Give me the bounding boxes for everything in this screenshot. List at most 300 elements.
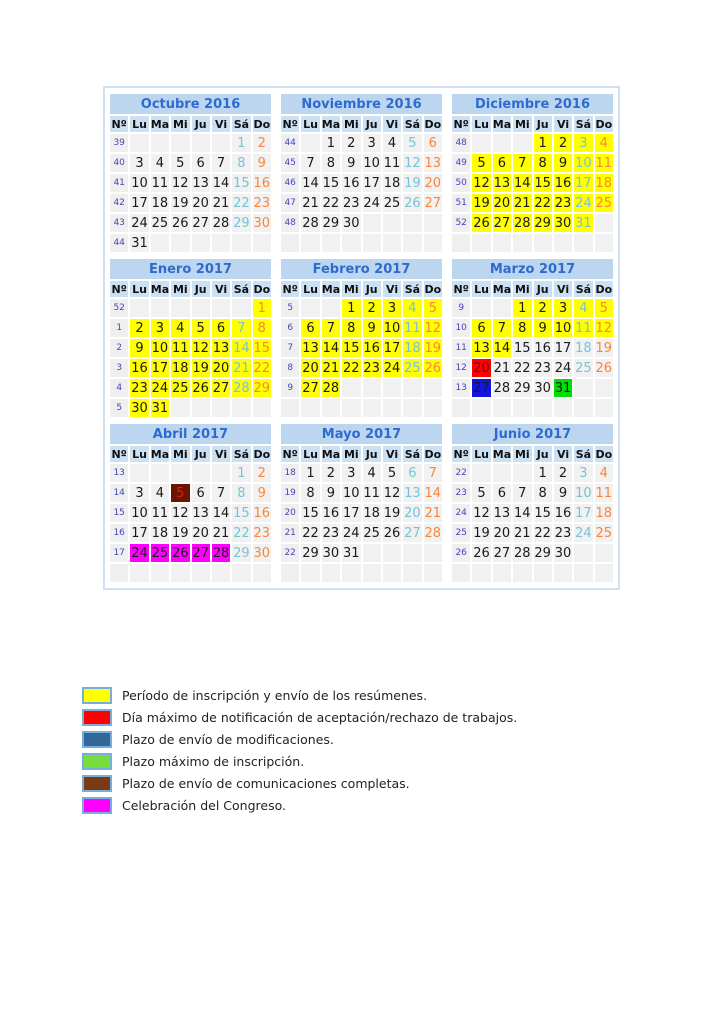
day-cell [192,564,210,582]
week-number: 43 [110,214,128,232]
day-header-ju: Ju [363,446,381,462]
day-header-lu: Lu [132,282,147,296]
week-number: 5 [110,399,128,417]
week-number: 21 [281,524,299,542]
day-cell: 6 [301,319,319,337]
day-cell: 9 [253,484,271,502]
day-cell: 2 [130,319,148,337]
day-cell: 19 [192,360,209,376]
day-header-do: Do [424,282,442,296]
day-cell: 21 [424,505,442,521]
day-cell: 15 [534,505,551,521]
day-cell: 14 [514,175,531,191]
week-number: 41 [110,174,128,192]
day-cell [472,564,490,582]
day-cell [574,379,592,397]
month-febrero-2017 [279,257,444,419]
day-cell [301,134,319,152]
day-cell: 14 [233,340,250,356]
day-cell: 18 [172,360,189,376]
day-cell: 24 [151,380,169,396]
day-cell: 22 [233,525,250,541]
day-cell: 24 [575,195,592,211]
day-cell: 12 [473,175,490,191]
legend-item [82,687,517,704]
day-cell [322,399,340,417]
day-cell: 12 [404,155,421,171]
day-cell: 6 [192,484,210,502]
legend-item [82,731,517,748]
day-cell: 4 [363,464,381,482]
day-cell: 28 [322,380,340,396]
week-number: 4 [110,379,128,397]
day-cell: 22 [322,195,340,211]
day-cell [301,399,319,417]
day-cell: 3 [554,299,572,317]
month-title: Febrero 2017 [281,259,442,279]
day-cell: 7 [232,319,250,337]
week-number: 44 [281,134,299,152]
day-cell: 8 [513,319,531,337]
day-cell: 2 [253,464,271,482]
day-cell [472,299,490,317]
day-cell: 19 [172,195,189,211]
day-cell [595,544,613,562]
day-cell: 23 [363,360,380,376]
day-cell: 6 [192,154,210,172]
legend-label: Plazo de envío de modificaciones. [122,732,334,747]
day-cell: 14 [302,175,319,191]
day-cell: 22 [302,525,319,541]
day-cell: 20 [192,195,209,211]
week-number: 47 [281,194,299,212]
day-cell: 13 [473,340,490,356]
day-cell: 4 [171,319,189,337]
day-cell [403,564,421,582]
day-header-vi: Vi [383,281,401,297]
day-cell: 20 [212,360,230,376]
day-cell: 4 [151,484,169,502]
day-cell [192,399,210,417]
day-header-ma: Ma [492,447,512,461]
day-cell: 10 [554,320,572,336]
day-cell: 30 [253,215,271,231]
legend-label: Período de inscripción y envío de los resúmenes. [122,688,428,703]
day-cell [493,399,511,417]
day-cell [493,564,511,582]
day-header-vi: Vi [554,281,572,297]
day-cell [301,564,319,582]
day-cell: 16 [131,360,148,376]
day-cell [192,299,210,317]
week-number: 1 [110,319,128,337]
day-cell: 10 [131,505,148,521]
day-cell [363,399,381,417]
day-cell: 29 [302,545,319,561]
day-header-ju: Ju [534,281,552,297]
day-cell: 1 [322,134,340,152]
day-cell: 30 [534,380,551,396]
month-diciembre-2016 [450,92,615,254]
day-cell: 5 [383,464,401,482]
day-cell: 22 [233,195,250,211]
day-cell: 10 [343,485,360,501]
day-header-sa: Sá [404,447,421,461]
day-cell: 4 [383,134,401,152]
day-cell: 29 [233,545,250,561]
legend [82,687,517,819]
day-cell: 25 [595,195,613,211]
day-header-week-col: Nº [111,282,127,296]
day-cell: 17 [131,195,148,211]
day-cell [212,234,230,252]
day-cell: 30 [322,545,340,561]
day-header-mi: Mi [172,117,188,131]
day-cell: 12 [595,320,613,336]
week-number: 17 [110,544,128,562]
day-header-lu: Lu [303,282,318,296]
day-cell [212,134,230,152]
day-cell: 24 [343,525,360,541]
week-number: 2 [110,339,128,357]
day-cell: 12 [424,320,442,336]
day-cell [301,234,319,252]
day-header-lu: Lu [474,447,489,461]
day-cell: 11 [595,155,613,171]
day-cell: 5 [472,484,490,502]
day-cell: 24 [131,545,148,561]
day-header-mi: Mi [343,117,359,131]
day-header-do: Do [595,282,613,296]
day-cell: 27 [212,380,230,396]
day-cell: 27 [493,545,511,561]
day-cell: 16 [322,505,340,521]
week-number: 24 [452,504,470,522]
day-cell [493,134,511,152]
day-cell [232,399,250,417]
week-number: 42 [110,194,128,212]
day-header-mi: Mi [343,282,359,296]
day-cell: 22 [534,525,551,541]
day-cell: 28 [514,215,531,231]
day-cell: 9 [363,319,381,337]
month-title: Marzo 2017 [452,259,613,279]
day-cell: 23 [253,195,271,211]
day-cell: 31 [151,400,169,416]
day-cell: 17 [383,340,401,356]
day-cell [151,234,169,252]
day-cell: 7 [493,319,511,337]
day-header-ju: Ju [192,281,210,297]
day-cell: 6 [493,154,511,172]
day-cell [424,234,442,252]
day-cell [322,234,340,252]
day-header-do: Do [424,117,442,131]
day-cell [383,399,401,417]
day-cell: 3 [574,134,592,152]
day-cell [513,564,531,582]
day-cell: 9 [534,319,552,337]
day-cell: 15 [343,340,360,356]
day-cell: 20 [192,525,209,541]
day-header-lu: Lu [474,282,489,296]
day-cell: 21 [302,195,319,211]
day-cell: 23 [534,360,551,376]
day-cell [342,379,360,397]
month-junio-2017 [450,422,615,584]
day-cell: 2 [554,464,572,482]
day-cell: 11 [172,340,189,356]
day-cell: 21 [514,195,531,211]
day-cell: 10 [575,155,592,171]
day-cell [493,464,511,482]
day-header-lu: Lu [474,117,489,131]
week-number: 5 [281,299,299,317]
week-number [452,564,470,582]
day-cell [212,299,230,317]
day-header-ma: Ma [321,447,341,461]
day-cell: 19 [172,525,189,541]
day-cell [301,299,319,317]
week-number: 25 [452,524,470,542]
day-cell: 28 [212,545,230,561]
day-cell [363,379,381,397]
day-cell: 1 [232,134,250,152]
day-cell [383,214,401,232]
day-cell [472,464,490,482]
day-cell: 23 [343,195,360,211]
day-cell [403,379,421,397]
day-header-sa: Sá [575,282,592,296]
week-number: 11 [452,339,470,357]
legend-color-swatch [82,797,112,814]
day-cell [130,134,148,152]
day-cell: 31 [131,235,148,251]
week-number: 7 [281,339,299,357]
day-cell [212,464,230,482]
day-cell: 25 [172,380,189,396]
day-cell [253,564,271,582]
week-number: 45 [281,154,299,172]
day-header-do: Do [424,447,442,461]
day-cell: 29 [322,215,340,231]
day-cell [574,564,592,582]
day-cell: 20 [404,505,421,521]
week-number: 15 [110,504,128,522]
day-cell [232,234,250,252]
day-cell: 18 [363,505,380,521]
day-header-vi: Vi [383,446,401,462]
day-cell: 16 [534,340,551,356]
month-title: Junio 2017 [452,424,613,444]
week-number: 26 [452,544,470,562]
day-cell: 10 [363,155,380,171]
day-cell: 15 [534,175,551,191]
day-cell: 21 [233,360,250,376]
day-cell [424,564,442,582]
day-header-sa: Sá [575,447,592,461]
day-header-sa: Sá [575,117,592,131]
day-cell: 21 [212,525,230,541]
day-cell [383,234,401,252]
day-cell: 28 [424,525,442,541]
day-header-week-col: Nº [282,447,298,461]
day-cell [554,399,572,417]
day-cell [595,399,613,417]
day-header-ma: Ma [150,117,170,131]
day-cell: 2 [342,134,360,152]
day-cell: 18 [151,195,169,211]
week-number: 50 [452,174,470,192]
day-cell: 5 [424,299,442,317]
week-number: 8 [281,359,299,377]
legend-item [82,775,517,792]
day-cell: 18 [404,340,421,356]
day-cell: 28 [493,380,511,396]
week-number: 12 [452,359,470,377]
legend-label: Día máximo de notificación de aceptación/rechazo de trabajos. [122,710,518,725]
months-grid [108,92,615,584]
day-cell: 7 [513,154,531,172]
day-cell: 8 [342,319,360,337]
day-cell [171,299,189,317]
day-cell: 6 [424,134,442,152]
day-cell: 14 [493,340,511,356]
day-header-sa: Sá [233,447,250,461]
calendar-panel [103,86,620,590]
day-cell: 17 [575,175,592,191]
day-header-ma: Ma [321,282,341,296]
day-cell: 22 [534,195,551,211]
day-cell: 1 [253,299,271,317]
day-cell: 23 [554,525,572,541]
day-header-vi: Vi [212,281,230,297]
day-cell: 13 [424,155,442,171]
month-title: Octubre 2016 [110,94,271,114]
day-cell: 8 [301,484,319,502]
day-cell: 5 [403,134,421,152]
day-cell: 4 [574,299,592,317]
day-cell: 7 [322,319,340,337]
week-number: 18 [281,464,299,482]
day-cell: 17 [575,505,592,521]
day-cell: 9 [130,339,148,357]
day-cell [513,134,531,152]
day-cell [424,379,442,397]
day-cell: 5 [472,154,490,172]
day-cell: 12 [172,175,189,191]
day-cell: 15 [322,175,340,191]
day-cell: 3 [383,299,401,317]
day-cell: 3 [363,134,381,152]
day-cell: 19 [424,340,442,356]
day-cell: 12 [473,505,490,521]
day-cell [424,544,442,562]
day-cell: 26 [473,545,490,561]
day-header-ju: Ju [534,116,552,132]
day-cell: 27 [302,380,319,396]
day-header-mi: Mi [514,117,530,131]
day-cell [253,399,271,417]
day-cell: 1 [232,464,250,482]
day-cell: 27 [473,380,490,396]
day-cell: 21 [493,360,511,376]
day-cell: 10 [383,320,401,336]
day-cell: 14 [514,505,531,521]
day-cell: 23 [131,380,148,396]
day-cell: 19 [404,175,421,191]
day-header-sa: Sá [404,282,421,296]
day-cell: 24 [554,360,572,376]
day-header-lu: Lu [132,117,147,131]
day-cell: 14 [212,175,230,191]
day-cell: 16 [554,505,572,521]
day-cell [130,299,148,317]
day-cell: 30 [343,215,360,231]
day-header-sa: Sá [404,117,421,131]
day-header-do: Do [253,282,271,296]
day-header-vi: Vi [212,116,230,132]
day-cell: 11 [151,505,169,521]
day-header-sa: Sá [233,117,250,131]
day-cell: 10 [151,340,169,356]
day-cell: 17 [131,525,148,541]
week-number: 19 [281,484,299,502]
legend-label: Celebración del Congreso. [122,798,286,813]
day-header-week-col: Nº [282,117,298,131]
week-number: 22 [281,544,299,562]
day-cell: 29 [514,380,531,396]
day-cell: 4 [595,134,613,152]
day-cell: 13 [192,505,209,521]
day-cell: 17 [151,360,169,376]
day-cell [493,234,511,252]
day-cell: 1 [513,299,531,317]
day-cell: 27 [192,545,209,561]
day-cell [151,464,169,482]
day-cell [574,544,592,562]
week-number: 44 [110,234,128,252]
week-number [110,564,128,582]
day-cell [151,134,169,152]
day-cell [363,544,381,562]
day-cell: 23 [322,525,340,541]
legend-label: Plazo máximo de inscripción. [122,754,305,769]
day-cell: 26 [473,215,490,231]
day-cell: 3 [574,464,592,482]
month-title: Diciembre 2016 [452,94,613,114]
legend-color-swatch [82,775,112,792]
day-cell: 14 [424,485,442,501]
day-cell: 24 [131,215,148,231]
day-cell: 20 [473,360,490,376]
day-header-ju: Ju [363,281,381,297]
day-cell: 19 [473,525,490,541]
day-cell: 2 [534,299,552,317]
day-cell [212,564,230,582]
day-cell [212,399,230,417]
day-cell: 4 [151,154,169,172]
day-cell: 9 [342,154,360,172]
day-cell: 9 [554,484,572,502]
week-number: 48 [452,134,470,152]
day-cell [322,299,340,317]
day-cell [472,399,490,417]
legend-label: Plazo de envío de comunicaciones completas. [122,776,410,791]
day-cell [403,544,421,562]
day-cell: 25 [575,360,592,376]
day-cell [342,564,360,582]
